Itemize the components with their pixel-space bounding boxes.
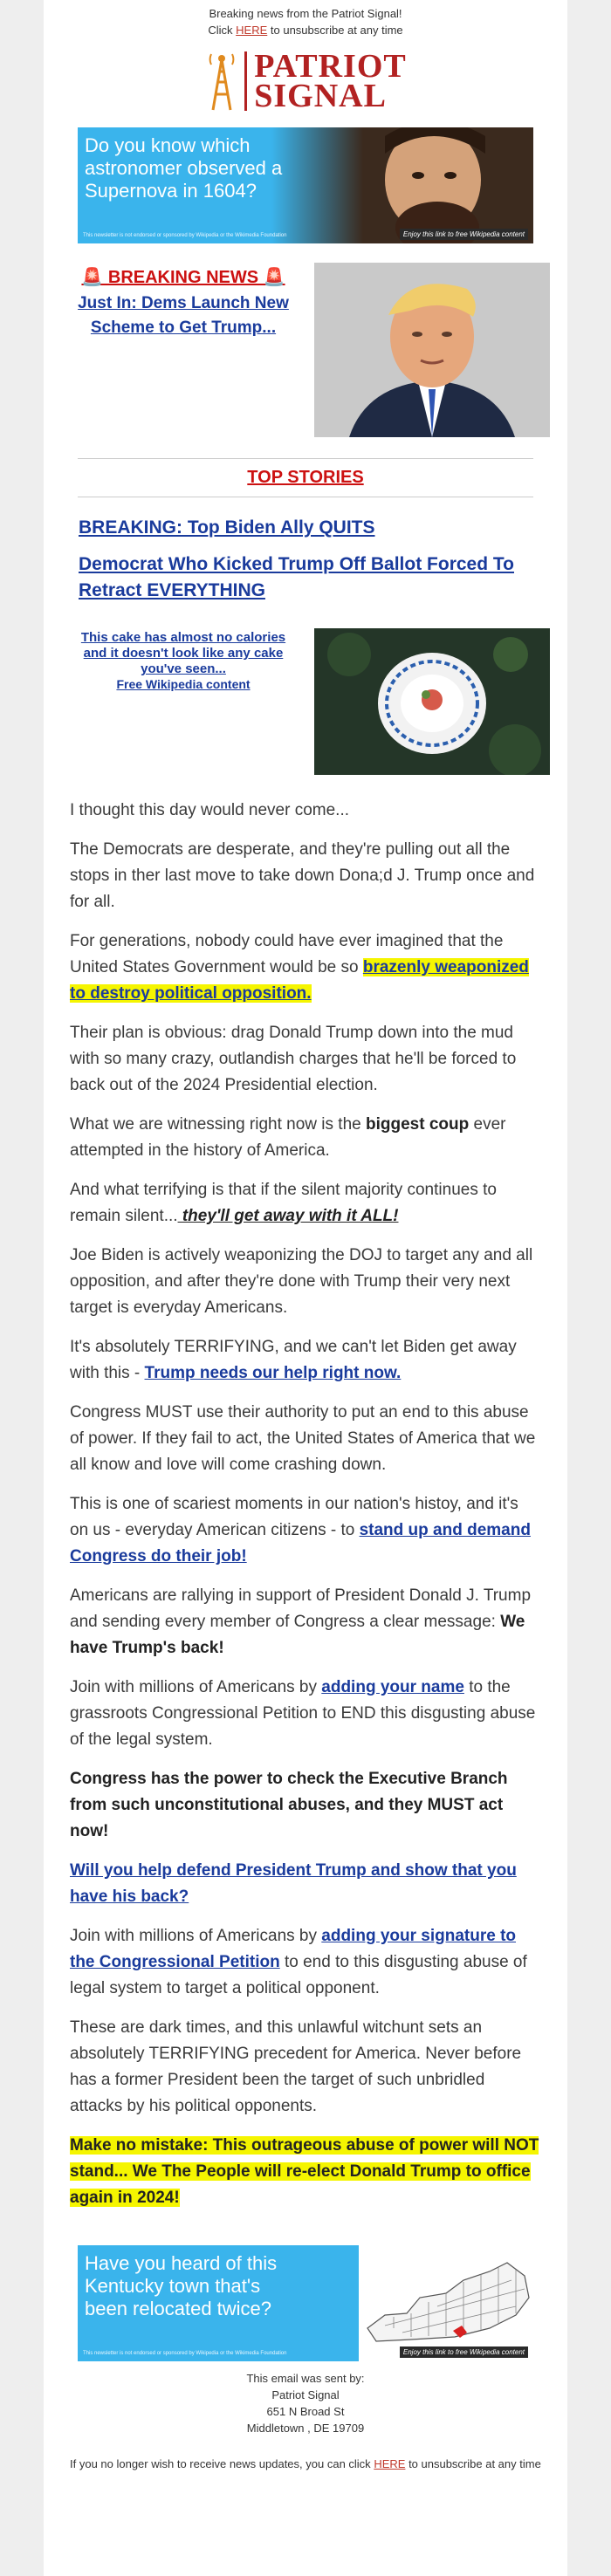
p17-highlight: Make no mistake: This outrageous abuse of power will NOT stand... We The People will re-elect Donald Trump to office again in 2024! [70, 2136, 539, 2207]
promo-text [70, 628, 297, 775]
article-body [70, 798, 541, 2211]
breaking-news-headline[interactable]: Just In: Dems Launch New Scheme to Get Trump... [78, 294, 289, 337]
p6-emphasis: they'll get away with it ALL! [177, 1207, 399, 1225]
p8-text: It's absolutely TERRIFYING, and we can't let Biden get away with this - [70, 1338, 517, 1382]
stand-up-link[interactable]: stand up and demand Congress do their job! [70, 1521, 531, 1565]
p3-text: For generations, nobody could have ever imagined that the United States Government would be so [70, 932, 504, 976]
article-p3 [70, 928, 541, 1007]
radio-tower-icon [204, 51, 239, 112]
preheader-text: Breaking news from the Patriot Signal! [209, 7, 402, 20]
weaponized-link[interactable]: brazenly weaponized to destroy political opposition. [70, 958, 529, 1003]
article-p4: Their plan is obvious: drag Donald Trump down into the mud with so many crazy, outlandish charges that he'll be forced to back out of the 2024 Presidential election. [70, 1024, 517, 1094]
article-p7: Joe Biden is actively weaponizing the DOJ to target any and all opposition, and after they're done with Trump their very next target is everyday Americans. [70, 1246, 533, 1317]
ad2-headline: Have you heard of this Kentucky town that's been relocated twice? [85, 2252, 278, 2319]
article-p10 [70, 1491, 541, 1570]
p6-text: And what terrifying is that if the silent majority continues to remain silent... [70, 1181, 497, 1225]
ad-disclaimer: This newsletter is not endorsed or sponsored by Wikipedia or the Wikimedia Foundation [83, 233, 287, 238]
ad-cta: Enjoy this link to free Wikipedia content [400, 229, 528, 240]
article-p16: These are dark times, and this unlawful witchunt sets an absolutely TERRIFYING precedent for America. Never before has a former President been the target of such unbridled attacks by his political opponents. [70, 2018, 522, 2115]
article-p8 [70, 1334, 541, 1387]
article-p2: The Democrats are desperate, and they're pulling out all the stops in ther last move to take down Dona;d J. Trump once and for all. [70, 840, 535, 911]
article-p1: I thought this day would never come... [70, 801, 350, 819]
preheader-unsub-text: to unsubscribe at any time [270, 24, 403, 37]
ad-portrait-image [271, 127, 533, 243]
defend-trump-link[interactable]: Will you help defend President Trump and show that you have his back? [70, 1861, 517, 1906]
article-p11 [70, 1583, 541, 1661]
article-p12 [70, 1675, 541, 1753]
unsubscribe-link-top[interactable]: HERE [236, 24, 268, 37]
cake-photo[interactable] [314, 628, 550, 775]
preheader [44, 0, 567, 38]
footer-address [44, 2370, 567, 2436]
add-name-link[interactable]: adding your name [321, 1678, 464, 1696]
promo-source[interactable]: Free Wikipedia content [116, 677, 251, 691]
ad-banner-kentucky[interactable] [78, 2245, 533, 2361]
p11-text: Americans are rallying in support of President Donald J. Trump and sending every member of Congress a clear message: [70, 1586, 532, 1631]
article-p14 [70, 1858, 541, 1910]
breaking-news-text [70, 263, 297, 437]
footer-city: Middletown , DE 19709 [246, 2422, 365, 2435]
add-signature-link[interactable]: adding your signature to the Congressional Petition [70, 1927, 517, 1971]
trump-photo[interactable] [314, 263, 550, 437]
logo-line-1: PATRIOT [254, 48, 407, 85]
p15-text-end: to end to this disgusting abuse of legal system to target a political opponent. [70, 1953, 527, 1997]
email-page [44, 0, 567, 2576]
top-stories-heading: TOP STORIES [247, 468, 364, 487]
breaking-news-block [70, 263, 550, 437]
article-p15 [70, 1923, 541, 2002]
trump-needs-help-link[interactable]: Trump needs our help right now. [144, 1364, 402, 1382]
footer-unsubscribe [70, 2456, 541, 2472]
footer-street: 651 N Broad St [266, 2405, 345, 2418]
article-p5 [70, 1112, 541, 1164]
ad2-cta: Enjoy this link to free Wikipedia content [400, 2346, 528, 2358]
footer-org: Patriot Signal [271, 2388, 340, 2401]
logo-wordmark [244, 48, 407, 114]
footer-sent-by: This email was sent by: [246, 2372, 365, 2385]
footer-unsub-text-end: to unsubscribe at any time [408, 2457, 541, 2470]
ad-map-image [359, 2245, 533, 2361]
preheader-unsubscribe [44, 22, 567, 38]
unsubscribe-link-bottom[interactable]: HERE [374, 2457, 406, 2470]
p12-text-end: to the grassroots Congressional Petition to END this disgusting abuse of the legal system. [70, 1678, 536, 1749]
top-story-2[interactable]: Democrat Who Kicked Trump Off Ballot Forced To Retract EVERYTHING [79, 554, 514, 600]
p5-text-end: ever attempted in the history of America. [70, 1115, 506, 1160]
p11-bold: We have Trump's back! [70, 1613, 525, 1657]
article-p6 [70, 1177, 541, 1230]
p12-text: Join with millions of Americans by [70, 1678, 322, 1696]
logo-line-2: SIGNAL [254, 78, 387, 114]
promo-title[interactable]: This cake has almost no calories and it doesn't look like any cake you've seen... [80, 630, 286, 676]
p10-text: This is one of scariest moments in our nation's histoy, and it's on us - everyday American citizens - to [70, 1495, 518, 1539]
p5-bold: biggest coup [366, 1115, 470, 1134]
patriot-signal-logo[interactable] [44, 45, 567, 117]
p15-text: Join with millions of Americans by [70, 1927, 322, 1945]
preheader-click-text: Click [208, 24, 233, 37]
breaking-news-label[interactable]: 🚨 BREAKING NEWS 🚨 [81, 268, 285, 287]
ad-banner-astronomer[interactable] [78, 127, 533, 243]
article-p17 [70, 2133, 541, 2211]
ad2-disclaimer: This newsletter is not endorsed or sponsored by Wikipedia or the Wikimedia Foundation [83, 2351, 287, 2356]
article-p13: Congress has the power to check the Executive Branch from such unconstitutional abuses, and they MUST act now! [70, 1770, 508, 1840]
article-p9: Congress MUST use their authority to put an end to this abuse of power. If they fail to act, the United States of America that we all know and love will come crashing down. [70, 1403, 536, 1474]
promo-block [70, 628, 550, 775]
p5-text: What we are witnessing right now is the [70, 1115, 366, 1134]
top-story-1[interactable]: BREAKING: Top Biden Ally QUITS [79, 517, 375, 538]
footer-unsub-text: If you no longer wish to receive news updates, you can click [70, 2457, 371, 2470]
ad-headline: Do you know which astronomer observed a Supernova in 1604? [85, 134, 283, 202]
